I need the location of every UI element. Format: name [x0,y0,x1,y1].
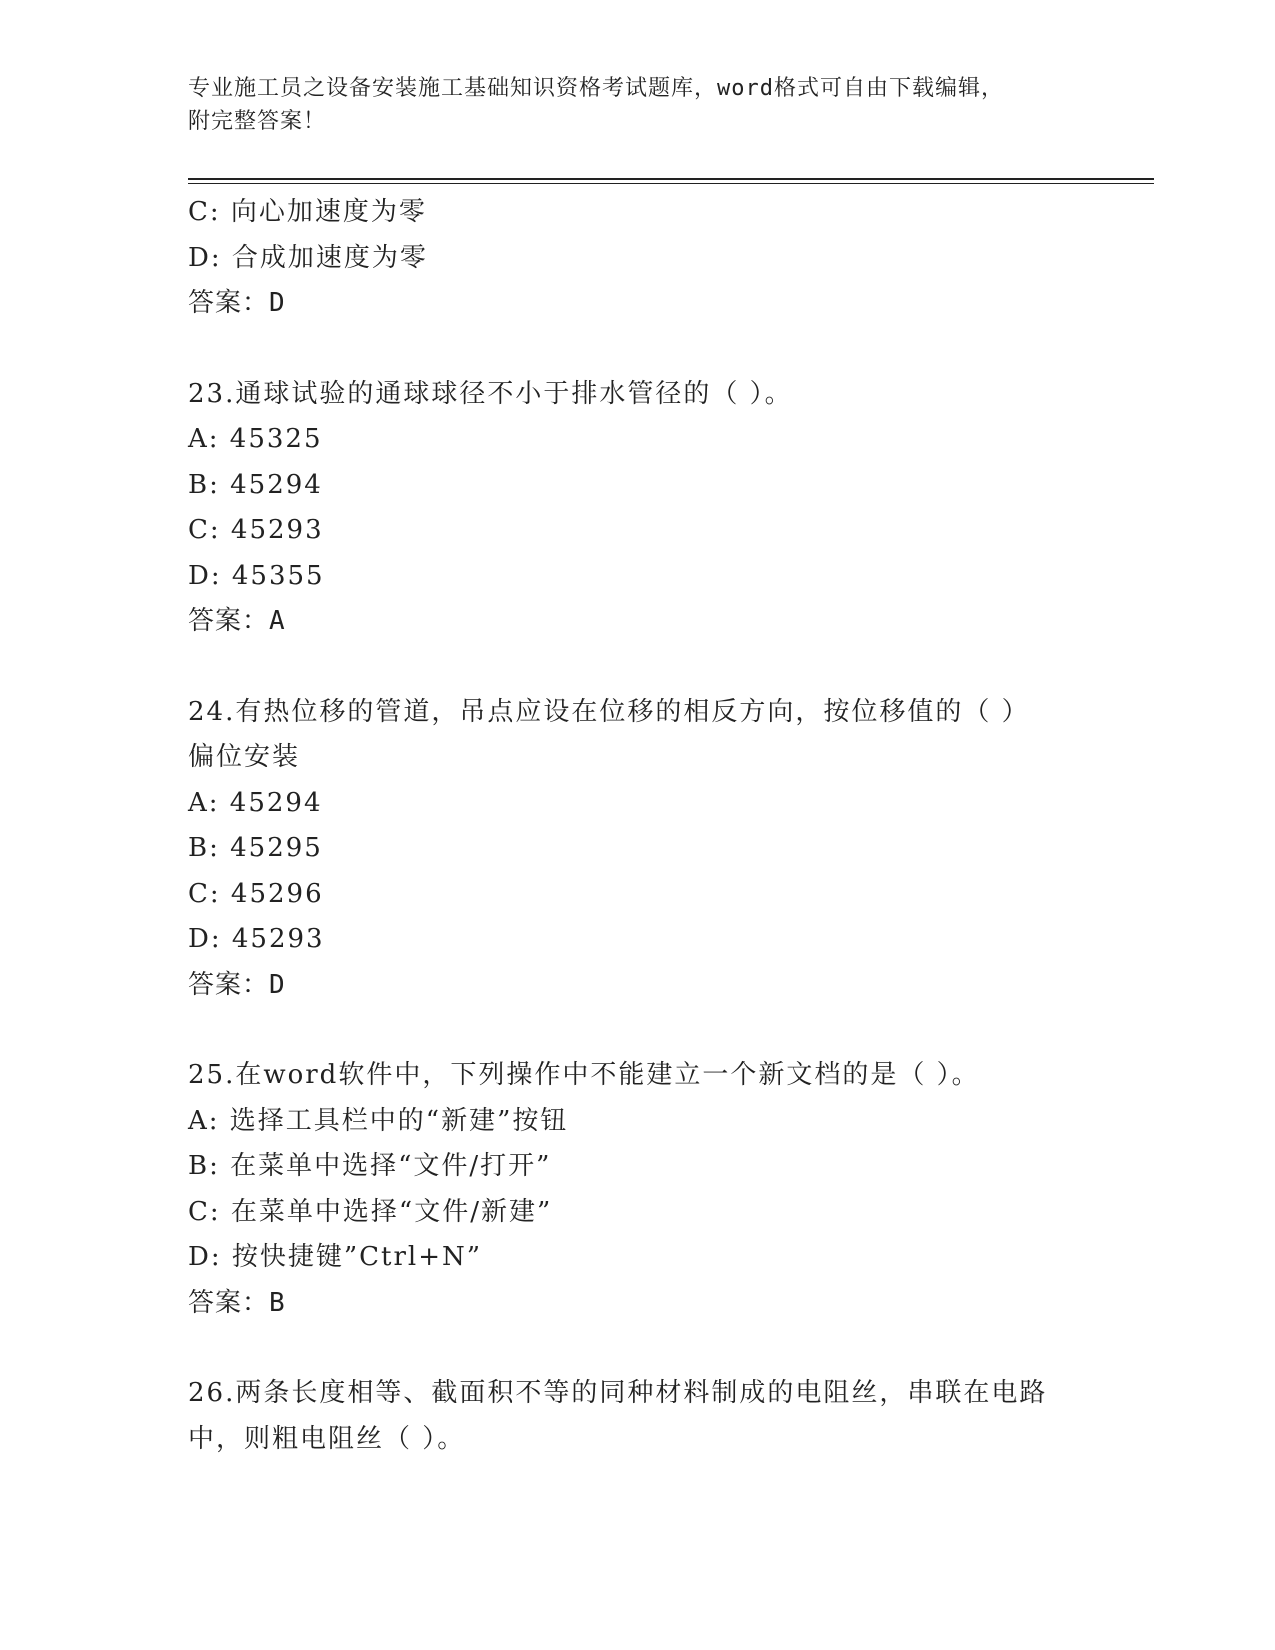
question-stem: 23.通球试验的通球球径不小于排水管径的（ ）。 [188,378,793,409]
option-a: A: 45294 [188,787,323,818]
header-line-2: 附完整答案！ [188,109,327,134]
option-b: B: 45294 [188,469,323,500]
option-b: B: 45295 [188,833,323,863]
question-stem: 25.在word软件中，下列操作中不能建立一个新文档的是（ ）。 [188,1060,980,1090]
question-24 [188,690,1088,1009]
option-d: D: 合成加速度为零 [188,242,428,273]
option-d: D: 按快捷键”Ctrl+N” [188,1242,483,1272]
option-c: C: 向心加速度为零 [188,197,427,227]
question-stem: 26.两条长度相等、截面积不等的同种材料制成的电阻丝，串联在电路 [188,1378,1048,1408]
header-divider-thick [188,178,1154,180]
document-body [188,190,1088,1462]
answer-line: 答案：A [188,606,286,636]
previous-question-tail [188,190,1088,327]
option-a: A: 45325 [188,424,323,454]
question-25 [188,1053,1088,1326]
header-line-1: 专业施工员之设备安装施工基础知识资格考试题库，word格式可自由下载编辑， [188,76,1004,101]
option-a: A: 选择工具栏中的“新建”按钮 [188,1105,569,1136]
answer-line: 答案：D [188,288,286,318]
document-header [188,72,1068,138]
option-b: B: 在菜单中选择“文件/打开” [188,1151,552,1181]
option-c: C: 45293 [188,515,324,545]
spacer [188,327,1088,372]
header-divider-thin [188,183,1154,184]
question-stem: 24.有热位移的管道，吊点应设在位移的相反方向，按位移值的（ ） [188,696,1030,727]
spacer [188,645,1088,690]
spacer [188,1326,1088,1371]
question-stem-continued: 中，则粗电阻丝（ ）。 [188,1423,466,1454]
option-c: C: 45296 [188,878,324,909]
answer-line: 答案：D [188,969,286,1000]
question-stem-continued: 偏位安装 [188,742,301,772]
option-d: D: 45355 [188,560,325,591]
question-26 [188,1371,1088,1462]
spacer [188,1008,1088,1053]
option-d: D: 45293 [188,924,325,954]
answer-line: 答案：B [188,1287,286,1318]
question-23 [188,372,1088,645]
option-c: C: 在菜单中选择“文件/新建” [188,1196,553,1227]
